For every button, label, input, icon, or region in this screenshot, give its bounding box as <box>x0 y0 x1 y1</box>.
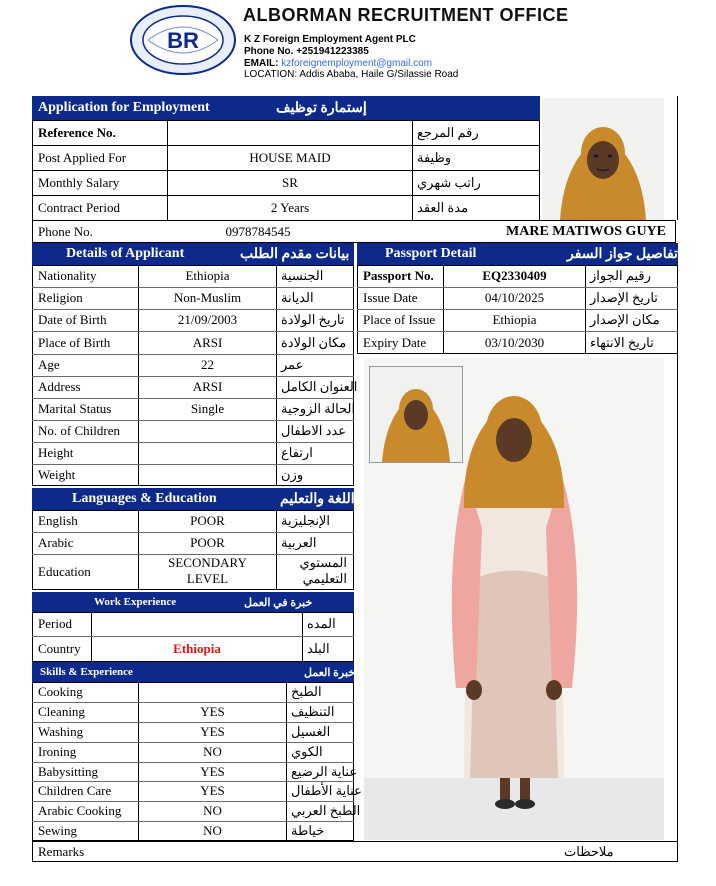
email-link[interactable]: kzforeignemployment@gmail.com <box>281 58 432 69</box>
children-label-ar: عدد الاطفال <box>281 423 346 438</box>
languages-header: Languages & Education اللغة والتعليم <box>32 488 354 510</box>
cleaning-value: YES <box>200 704 225 719</box>
applicant-name: MARE MATIWOS GUYE <box>506 223 666 239</box>
sewing-label-ar: خياطة <box>291 823 325 838</box>
cleaning-label-ar: التنظيف <box>291 704 335 719</box>
pob-label: Place of Birth <box>38 334 111 350</box>
babysitting-value: YES <box>200 763 225 779</box>
contract-value: 2 Years <box>270 200 310 215</box>
babysitting-label-ar: عناية الرضيع <box>291 763 358 779</box>
weight-value <box>139 464 276 486</box>
babysitting-label: Babysitting <box>38 763 98 779</box>
education-label-ar: المستوي التعليمي <box>299 555 347 586</box>
cleaning-label: Cleaning <box>38 704 85 719</box>
salary-label-ar: راتب شهري <box>417 175 481 190</box>
contract-label: Contract Period <box>38 200 120 215</box>
post-value: HOUSE MAID <box>249 150 331 165</box>
arabic-cooking-label-ar: الطبخ العربي <box>291 803 361 818</box>
passport-no-label: Passport No. <box>363 268 434 283</box>
period-label: Period <box>38 616 72 631</box>
cooking-label: Cooking <box>38 684 83 699</box>
cooking-label-ar: الطبخ <box>291 684 322 699</box>
country-value: Ethiopia <box>173 641 221 656</box>
period-value <box>92 612 302 636</box>
weight-label-ar: وزن <box>281 467 304 482</box>
reference-value <box>168 121 412 145</box>
childcare-label: Children Care <box>38 783 112 798</box>
nationality-value: Ethiopia <box>185 268 230 283</box>
applicant-inset-photo <box>369 366 463 463</box>
childcare-value: YES <box>200 783 225 798</box>
company-email: EMAIL: kzforeignemployment@gmail.com <box>244 58 432 69</box>
ironing-value: NO <box>203 744 222 759</box>
passport-no-value: EQ2330409 <box>482 268 547 283</box>
ironing-label: Ironing <box>38 744 77 759</box>
passport-header: Passport Detail تفاصيل جواز السفر <box>357 243 678 265</box>
marital-value: Single <box>190 401 225 416</box>
expiry-value: 03/10/2030 <box>484 334 545 350</box>
svg-text:BR: BR <box>167 28 199 53</box>
issue-date-value: 04/10/2025 <box>484 290 545 305</box>
place-issue-label-ar: مكان الإصدار <box>590 312 660 327</box>
work-header: Work Experience خبرة في العمل <box>32 592 354 612</box>
washing-value: YES <box>200 724 225 739</box>
dob-label-ar: تاريخ الولادة <box>281 312 345 327</box>
age-label: Age <box>38 357 60 372</box>
arabic-cooking-label: Arabic Cooking <box>38 803 122 818</box>
reference-label: Reference No. <box>38 125 116 140</box>
childcare-label-ar: عناية الأطفال <box>291 783 362 798</box>
ironing-label-ar: الكوي <box>291 744 323 759</box>
height-label: Height <box>38 445 74 460</box>
company-location: LOCATION: Addis Ababa, Haile G/Silassie Road <box>244 69 459 80</box>
dob-value: 21/09/2003 <box>177 312 238 327</box>
contract-label-ar: مدة العقد <box>417 200 469 215</box>
children-value <box>139 420 276 442</box>
place-issue-label: Place of Issue <box>363 312 436 327</box>
salary-value: SR <box>282 175 298 190</box>
pob-label-ar: مكان الولادة <box>281 334 347 350</box>
period-label-ar: المده <box>307 616 336 631</box>
religion-label: Religion <box>38 290 83 305</box>
remarks-label-ar: ملاحظات <box>564 843 614 859</box>
skills-header: Skills & Experience خبرة العمل <box>32 662 354 682</box>
cooking-value <box>139 682 286 702</box>
washing-label: Washing <box>38 724 84 739</box>
dob-label: Date of Birth <box>38 312 107 327</box>
marital-label-ar: الحالة الزوجية <box>281 401 356 416</box>
post-label-ar: وظيفة <box>417 150 452 165</box>
english-value: POOR <box>190 513 225 528</box>
expiry-label-ar: تاريخ الانتهاء <box>590 334 654 350</box>
details-header: Details of Applicant بيانات مقدم الطلب <box>32 243 354 265</box>
height-label-ar: ارتفاع <box>281 445 313 460</box>
pob-value: ARSI <box>192 334 223 350</box>
country-label: Country <box>38 641 81 656</box>
passport-no-label-ar: رقيم الجواز <box>590 268 651 283</box>
country-label-ar: البلد <box>307 641 330 656</box>
company-name: K Z Foreign Employment Agent PLC <box>244 34 416 45</box>
issue-date-label: Issue Date <box>363 290 418 305</box>
post-label: Post Applied For <box>38 150 127 165</box>
address-value: ARSI <box>192 379 223 394</box>
nationality-label: Nationality <box>38 268 97 283</box>
age-label-ar: عمر <box>281 357 304 372</box>
height-value <box>139 442 276 464</box>
weight-label: Weight <box>38 467 76 482</box>
arabic-label-ar: العربية <box>281 535 317 550</box>
application-header: Application for Employment إستمارة توظيف <box>32 96 540 120</box>
company-phone: Phone No. +251941223385 <box>244 46 369 57</box>
address-label: Address <box>38 379 81 394</box>
marital-label: Marital Status <box>38 401 112 416</box>
english-label-ar: الإنجليزية <box>281 513 331 528</box>
english-label: English <box>38 513 78 528</box>
arabic-cooking-value: NO <box>203 803 222 818</box>
religion-label-ar: الديانة <box>281 290 314 305</box>
education-value: SECONDARY LEVEL <box>168 555 247 586</box>
washing-label-ar: الغسيل <box>291 724 331 739</box>
arabic-value: POOR <box>190 535 225 550</box>
education-label: Education <box>38 564 91 579</box>
arabic-label: Arabic <box>38 535 74 550</box>
age-value: 22 <box>201 357 214 372</box>
phone-value: 0978784545 <box>225 223 291 239</box>
address-label-ar: العنوان الكامل <box>281 379 358 394</box>
sewing-value: NO <box>203 823 222 838</box>
salary-label: Monthly Salary <box>38 175 120 190</box>
religion-value: Non-Muslim <box>173 290 242 305</box>
expiry-label: Expiry Date <box>363 334 427 350</box>
agency-logo <box>128 4 238 76</box>
phone-label: Phone No. <box>38 223 93 239</box>
applicant-headshot <box>542 98 664 220</box>
children-label: No. of Children <box>38 423 120 438</box>
place-issue-value: Ethiopia <box>492 312 537 327</box>
nationality-label-ar: الجنسية <box>281 268 324 283</box>
reference-label-ar: رقم المرجع <box>417 125 479 140</box>
sewing-label: Sewing <box>38 823 77 838</box>
agency-title: ALBORMAN RECRUITMENT OFFICE <box>243 5 569 25</box>
issue-date-label-ar: تاريخ الإصدار <box>590 290 658 305</box>
remarks-label: Remarks <box>38 843 85 859</box>
